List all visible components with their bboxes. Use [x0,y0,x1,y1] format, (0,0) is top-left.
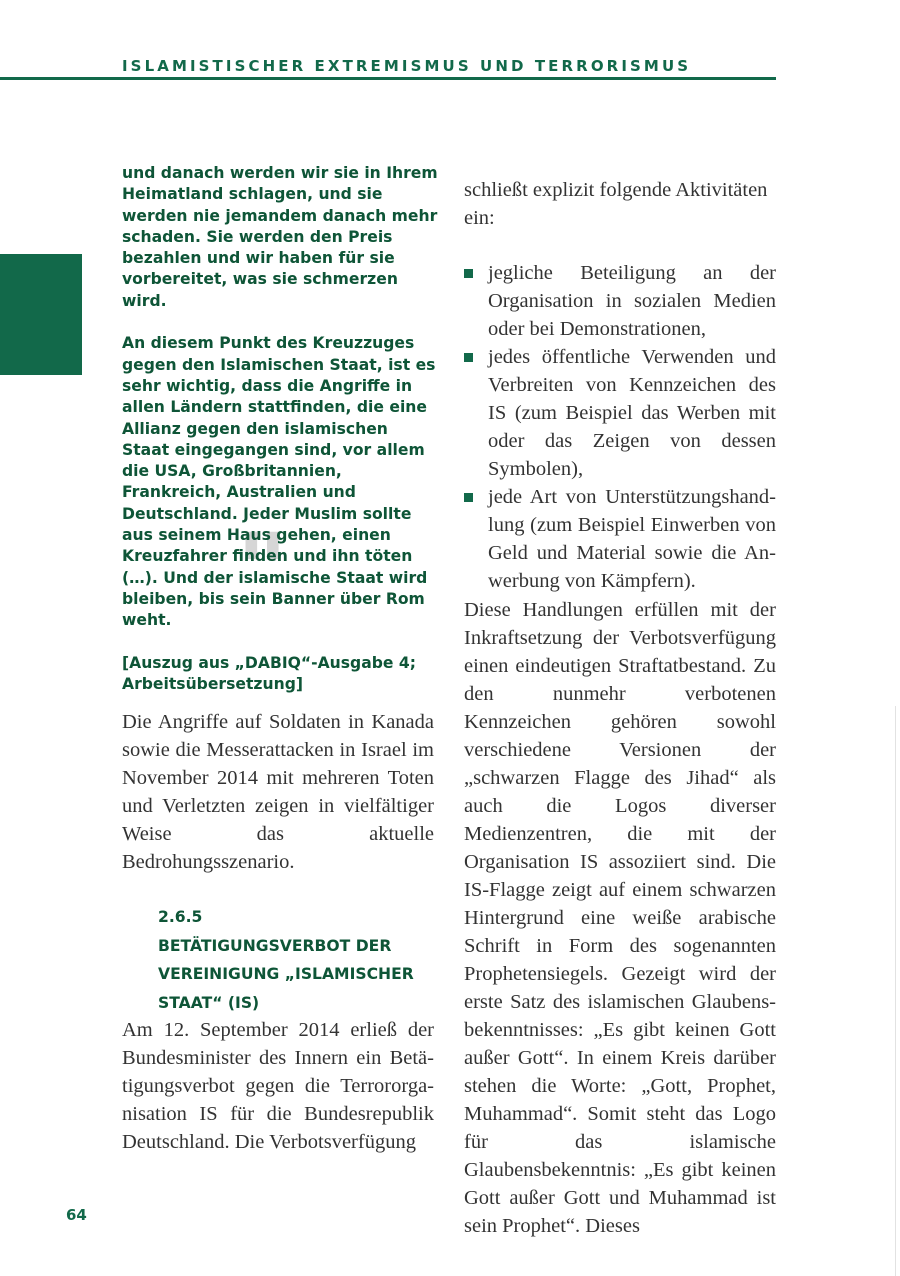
page-edge-line [895,706,896,1276]
section-title-line: BETÄTIGUNGSVERBOT DER [158,936,392,955]
activity-list [464,259,776,595]
paragraph-text: Diese Handlungen erfüllen mit der Inkraftsetzung der Verbotsverfügung einen eindeutigen Straftatbestand. Zu den nunmehr verbotenen Kennzeichen gehören sowohl verschiedene Versionen der „schwarzen Flagge des Jihad“ als auch die Logos diverser Medienzentren, die mit der Organisation IS assoziiert sind. Die IS-Flagge zeigt auf einem schwarzen Hintergrund eine weiße arabische Schrift in Form des sogenannten Prophetensiegels. Gezeigt wird der erste Satz des islamischen Glaubensbekenntnisses: „Es gibt keinen Gott außer Gott“. In einem Kreis darüber stehen die Worte: „Gott, Prophet, Muhammad“. Somit steht das Logo für das islamische Glaubensbekenntnis: „Es gibt keinen Gott außer Gott und Muhammad ist sein Prophet“. Dieses [464,599,776,1237]
paragraph-text: schließt explizit folgende Aktivitäten ein: [464,179,768,229]
section-heading [158,903,438,1017]
quote-source: [Auszug aus „DABIQ“-Ausgabe 4; Arbeitsübersetzung] [122,653,416,694]
section-title-line: STAAT“ (IS) [158,993,260,1012]
running-header: ISLAMISTISCHER EXTREMISMUS UND TERRORISMUS [122,57,692,75]
list-item-text: jede Art von Unterstützungshandlung (zum Beispiel Einwerben von Geld und Material sowie die Anwerbung von Kämpfern). [488,486,776,592]
paragraph-text: Die Angriffe auf Soldaten in Kanada sowie die Messerattacken in Israel im November 2014 mit mehreren Toten und Verletzten zeigen in vielfältiger Weise das aktuelle Bedrohungsszenario. [122,711,434,873]
quote-paragraph: An diesem Punkt des Kreuzzuges gegen den Islamischen Staat, ist es sehr wichtig, dass die Angriffe in allen Ländern stattfinden, die eine Allianz gegen den islamischen Staat eingegangen sind, vor allem die USA, Großbritannien, Frankreich, Australien und Deutschland. Jeder Muslim sollte aus seinem Haus gehen, einen Kreuzfahrer finden und ihn töten (…). Und der islamische Staat wird bleiben, bis sein Banner über Rom weht. [122,334,436,630]
square-bullet-icon [464,269,473,278]
list-item-text: jedes öffentliche Verwenden und Verbreiten von Kennzeichen des IS (zum Beispiel das Werben mit oder das Zeigen von dessen Symbolen), [488,346,776,480]
header-rule [0,77,776,80]
square-bullet-icon [464,353,473,362]
body-paragraph [122,708,434,876]
body-paragraph [464,176,776,232]
paragraph-text: Am 12. September 2014 erließ der Bundesminister des Innern ein Betätigungsverbot gegen die Terrororganisation IS für die Bundesrepublik Deutschland. Die Verbotsverfügung [122,1019,434,1153]
list-item [464,343,776,483]
chapter-marker-block [0,254,82,375]
list-item [464,483,776,595]
section-number: 2.6.5 [158,908,203,926]
body-paragraph [464,596,776,1240]
section-title-line: VEREINIGUNG „ISLAMISCHER [158,965,414,983]
body-paragraph [122,1016,434,1156]
quotation-mark-icon: " [236,511,289,629]
page-number: 64 [66,1206,87,1224]
list-item [464,259,776,343]
list-item-text: jegliche Beteiligung an der Organisation in sozialen Medien oder bei Demonstrationen, [488,262,776,340]
square-bullet-icon [464,493,473,502]
pull-quote [122,163,440,695]
quote-paragraph: und danach werden wir sie in Ihrem Heimatland schlagen, und sie werden nie jemandem danach mehr schaden. Sie werden den Preis bezahlen und wir haben für sie vorbereitet, was sie schmerzen wird. [122,164,438,310]
